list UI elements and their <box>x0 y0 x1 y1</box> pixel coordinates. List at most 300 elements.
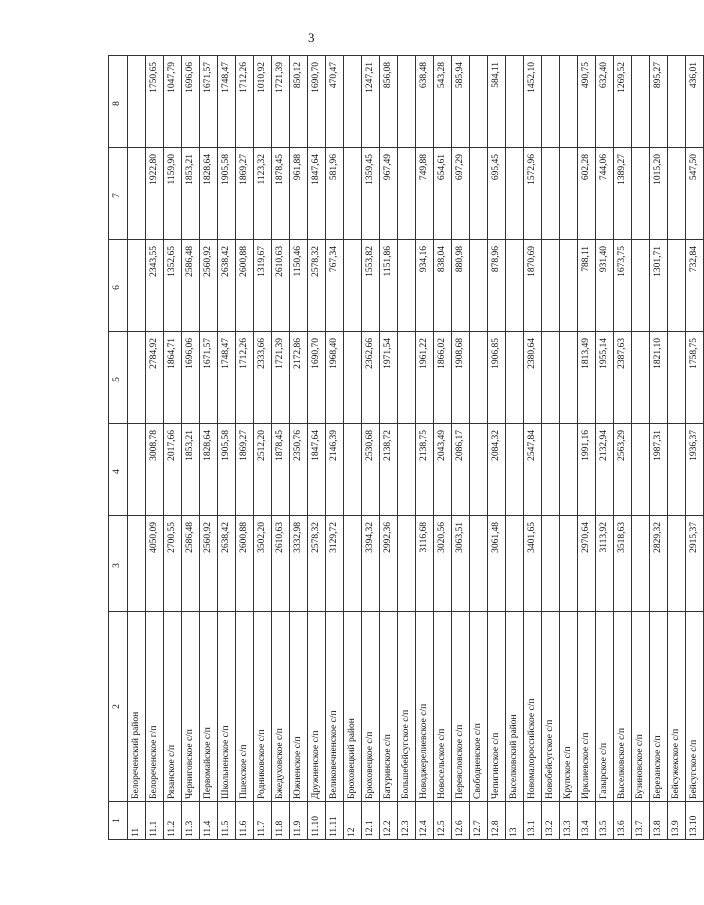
table-cell-col-6: 1301,71 <box>650 240 668 332</box>
table-cell-col-1: 13.8 <box>650 802 668 840</box>
table-cell-col-7: 967,49 <box>380 148 398 240</box>
table-row <box>236 56 254 840</box>
table-cell-col-5: 1968,40 <box>326 332 344 424</box>
table-cell-col-7: 1847,64 <box>308 148 326 240</box>
table-cell-col-8 <box>398 56 416 148</box>
table-cell-col-4: 2138,72 <box>380 424 398 516</box>
table-cell-col-2: Белореченский район <box>128 612 146 802</box>
table-cell-col-7: 1159,90 <box>164 148 182 240</box>
table-row <box>650 56 668 840</box>
table-cell-col-1: 13.4 <box>578 802 596 840</box>
table-cell-col-5 <box>398 332 416 424</box>
table-cell-col-2: 2 <box>109 612 128 802</box>
table-cell-col-1: 13.3 <box>560 802 578 840</box>
table-cell-col-3: 2829,32 <box>650 516 668 612</box>
table-cell-col-5: 1671,57 <box>200 332 218 424</box>
table-cell-col-2: Рязанское с/п <box>164 612 182 802</box>
table-cell-col-7: 7 <box>109 148 128 240</box>
table-cell-col-8: 1047,79 <box>164 56 182 148</box>
table-row <box>434 56 452 840</box>
table-cell-col-7: 602,28 <box>578 148 596 240</box>
table-cell-col-6: 880,98 <box>452 240 470 332</box>
table-row <box>200 56 218 840</box>
table-cell-col-2: Батуринское с/п <box>380 612 398 802</box>
table-cell-col-3: 2992,36 <box>380 516 398 612</box>
table-cell-col-7: 749,88 <box>416 148 434 240</box>
table-row <box>470 56 488 840</box>
table-cell-col-6: 2610,63 <box>272 240 290 332</box>
table-cell-col-1: 11.8 <box>272 802 290 840</box>
table-cell-col-5: 1955,14 <box>596 332 614 424</box>
table-row <box>614 56 632 840</box>
table-row <box>398 56 416 840</box>
table-cell-col-4: 2563,29 <box>614 424 632 516</box>
table-cell-col-4 <box>128 424 146 516</box>
table-cell-col-1: 11.7 <box>254 802 272 840</box>
table-cell-col-2: Бейсугское с/п <box>686 612 704 802</box>
table-cell-col-8: 1269,52 <box>614 56 632 148</box>
table-cell-col-6: 2578,32 <box>308 240 326 332</box>
table-cell-col-1: 11.3 <box>182 802 200 840</box>
table-cell-col-3: 3116,68 <box>416 516 434 612</box>
table-cell-col-5 <box>542 332 560 424</box>
table-row <box>416 56 434 840</box>
table-row <box>182 56 200 840</box>
table-cell-col-1: 12.3 <box>398 802 416 840</box>
table-cell-col-7 <box>470 148 488 240</box>
table-cell-col-1: 13.5 <box>596 802 614 840</box>
table-cell-col-3 <box>398 516 416 612</box>
table-cell-col-2: Свободненское с/п <box>470 612 488 802</box>
table-cell-col-8: 1671,57 <box>200 56 218 148</box>
table-cell-col-2: Дружненское с/п <box>308 612 326 802</box>
table-cell-col-6 <box>542 240 560 332</box>
table-cell-col-1: 11.4 <box>200 802 218 840</box>
table-cell-col-5: 1696,06 <box>182 332 200 424</box>
table-cell-col-7: 1389,27 <box>614 148 632 240</box>
table-cell-col-7 <box>398 148 416 240</box>
table-cell-col-3: 3502,20 <box>254 516 272 612</box>
table-cell-col-7 <box>506 148 524 240</box>
table-cell-col-4: 1936,37 <box>686 424 704 516</box>
table-row <box>596 56 614 840</box>
table-cell-col-4: 3008,78 <box>146 424 164 516</box>
table-row <box>686 56 704 840</box>
table-cell-col-4: 1905,58 <box>218 424 236 516</box>
table-cell-col-1: 13.1 <box>524 802 542 840</box>
table-cell-col-7: 1869,27 <box>236 148 254 240</box>
table-cell-col-7 <box>560 148 578 240</box>
table-cell-col-2: Школьненское с/п <box>218 612 236 802</box>
table-cell-col-6: 2586,48 <box>182 240 200 332</box>
table-cell-col-5 <box>632 332 650 424</box>
table-cell-col-1: 13.2 <box>542 802 560 840</box>
table-cell-col-3: 2915,37 <box>686 516 704 612</box>
table-cell-col-3 <box>632 516 650 612</box>
table-cell-col-5 <box>128 332 146 424</box>
table-section-row <box>128 56 146 840</box>
table-cell-col-3 <box>560 516 578 612</box>
table-cell-col-4 <box>560 424 578 516</box>
table-row <box>290 56 308 840</box>
table-cell-col-5: 1721,39 <box>272 332 290 424</box>
table-cell-col-8: 436,01 <box>686 56 704 148</box>
table-cell-col-1: 12.6 <box>452 802 470 840</box>
table-cell-col-5: 2333,66 <box>254 332 272 424</box>
table-cell-col-6: 767,34 <box>326 240 344 332</box>
table-row <box>218 56 236 840</box>
table-cell-col-5: 1821,10 <box>650 332 668 424</box>
table-cell-col-7: 697,29 <box>452 148 470 240</box>
table-cell-col-4 <box>632 424 650 516</box>
table-cell-col-1: 11 <box>128 802 146 840</box>
table-cell-col-4 <box>668 424 686 516</box>
table-cell-col-6 <box>344 240 362 332</box>
table-cell-col-2: Первомайское с/п <box>200 612 218 802</box>
table-cell-col-6: 931,40 <box>596 240 614 332</box>
table-cell-col-1: 12 <box>344 802 362 840</box>
table-cell-col-4 <box>398 424 416 516</box>
table-cell-col-4: 1853,21 <box>182 424 200 516</box>
table-cell-col-6 <box>398 240 416 332</box>
table-cell-col-4: 1828,64 <box>200 424 218 516</box>
table-cell-col-8: 632,40 <box>596 56 614 148</box>
table-cell-col-5: 1758,75 <box>686 332 704 424</box>
table-cell-col-4 <box>506 424 524 516</box>
table-cell-col-8: 1696,06 <box>182 56 200 148</box>
table-cell-col-7: 1922,80 <box>146 148 164 240</box>
table-cell-col-4: 2138,75 <box>416 424 434 516</box>
table-cell-col-2: Южненское с/п <box>290 612 308 802</box>
table-cell-col-5 <box>470 332 488 424</box>
table-cell-col-6: 1673,75 <box>614 240 632 332</box>
table-cell-col-1: 1 <box>109 802 128 840</box>
table-cell-col-3: 2970,64 <box>578 516 596 612</box>
table-cell-col-7: 581,96 <box>326 148 344 240</box>
table-row <box>326 56 344 840</box>
table-cell-col-2: Бжедуховское с/п <box>272 612 290 802</box>
table-cell-col-2: Выселковское с/п <box>614 612 632 802</box>
table-cell-col-3: 3020,56 <box>434 516 452 612</box>
table-row <box>488 56 506 840</box>
table-cell-col-6 <box>470 240 488 332</box>
table-cell-col-4: 4 <box>109 424 128 516</box>
table-cell-col-7 <box>668 148 686 240</box>
table-cell-col-6: 878,96 <box>488 240 506 332</box>
table-body <box>109 56 704 840</box>
table-cell-col-1: 11.2 <box>164 802 182 840</box>
table-cell-col-4: 2132,94 <box>596 424 614 516</box>
table-cell-col-2: Великовечненское с/п <box>326 612 344 802</box>
table-cell-col-3: 3 <box>109 516 128 612</box>
table-cell-col-4: 2086,17 <box>452 424 470 516</box>
table-cell-col-6: 838,04 <box>434 240 452 332</box>
table-cell-col-5: 2172,86 <box>290 332 308 424</box>
table-cell-col-2: Черниговское с/п <box>182 612 200 802</box>
table-cell-col-4: 2146,39 <box>326 424 344 516</box>
table-cell-col-1: 13.6 <box>614 802 632 840</box>
table-cell-col-8: 1010,92 <box>254 56 272 148</box>
table-cell-col-8 <box>560 56 578 148</box>
table-cell-col-5: 2387,63 <box>614 332 632 424</box>
table-cell-col-4: 1878,45 <box>272 424 290 516</box>
table-cell-col-2: Брюховецкое с/п <box>362 612 380 802</box>
table-cell-col-1: 11.11 <box>326 802 344 840</box>
table-cell-col-1: 11.1 <box>146 802 164 840</box>
table-cell-col-6 <box>560 240 578 332</box>
table-cell-col-8 <box>542 56 560 148</box>
table-cell-col-3 <box>668 516 686 612</box>
table-cell-col-2: Родниковское с/п <box>254 612 272 802</box>
table-cell-col-5: 2362,66 <box>362 332 380 424</box>
table-cell-col-6: 2638,42 <box>218 240 236 332</box>
table-cell-col-8 <box>470 56 488 148</box>
table-cell-col-3: 2700,55 <box>164 516 182 612</box>
table-cell-col-3: 2600,88 <box>236 516 254 612</box>
table-cell-col-8: 895,27 <box>650 56 668 148</box>
table-cell-col-3: 3129,72 <box>326 516 344 612</box>
table-cell-col-6: 788,11 <box>578 240 596 332</box>
table-cell-col-8: 1690,70 <box>308 56 326 148</box>
table-cell-col-2: Березанское с/п <box>650 612 668 802</box>
table-cell-col-5: 1864,71 <box>164 332 182 424</box>
table-cell-col-6: 6 <box>109 240 128 332</box>
table-cell-col-4 <box>542 424 560 516</box>
table-cell-col-3: 3113,92 <box>596 516 614 612</box>
table-cell-col-7 <box>344 148 362 240</box>
table-cell-col-5: 2380,64 <box>524 332 542 424</box>
table-cell-col-2: Крупское с/п <box>560 612 578 802</box>
table-cell-col-8: 1247,21 <box>362 56 380 148</box>
table-cell-col-6: 1553,82 <box>362 240 380 332</box>
table-cell-col-2: Большебейсугское с/п <box>398 612 416 802</box>
table-cell-col-4: 2017,66 <box>164 424 182 516</box>
table-cell-col-8: 8 <box>109 56 128 148</box>
table-cell-col-4: 2043,49 <box>434 424 452 516</box>
table-section-row <box>506 56 524 840</box>
table-row <box>632 56 650 840</box>
table-row <box>272 56 290 840</box>
table-row <box>542 56 560 840</box>
table-cell-col-2: Новосельское с/п <box>434 612 452 802</box>
table-cell-col-8: 1721,39 <box>272 56 290 148</box>
table-cell-col-2: Новомалороссийское с/п <box>524 612 542 802</box>
table-cell-col-4: 1987,31 <box>650 424 668 516</box>
table-cell-col-1: 12.4 <box>416 802 434 840</box>
table-cell-col-3: 2586,48 <box>182 516 200 612</box>
table-cell-col-6 <box>632 240 650 332</box>
table-row <box>524 56 542 840</box>
table-cell-col-3: 3401,65 <box>524 516 542 612</box>
table-cell-col-8: 470,47 <box>326 56 344 148</box>
table-cell-col-4: 2350,76 <box>290 424 308 516</box>
table-cell-col-8: 584,11 <box>488 56 506 148</box>
table-cell-col-1: 12.8 <box>488 802 506 840</box>
table-cell-col-2: Брюховецкий район <box>344 612 362 802</box>
table-cell-col-7 <box>632 148 650 240</box>
table-cell-col-4: 2512,20 <box>254 424 272 516</box>
table-cell-col-3 <box>542 516 560 612</box>
table-row <box>668 56 686 840</box>
table-cell-col-3: 3061,48 <box>488 516 506 612</box>
table-cell-col-3: 4050,09 <box>146 516 164 612</box>
table-cell-col-5: 1866,02 <box>434 332 452 424</box>
table-row <box>164 56 182 840</box>
table-cell-col-1: 13.7 <box>632 802 650 840</box>
table-cell-col-8 <box>506 56 524 148</box>
table-cell-col-8: 1452,10 <box>524 56 542 148</box>
table-cell-col-1: 11.9 <box>290 802 308 840</box>
table-row <box>560 56 578 840</box>
table-cell-col-4: 2547,84 <box>524 424 542 516</box>
table-cell-col-8 <box>668 56 686 148</box>
table-cell-col-5: 1690,70 <box>308 332 326 424</box>
table-cell-col-1: 11.6 <box>236 802 254 840</box>
table-cell-col-5: 1971,54 <box>380 332 398 424</box>
table-cell-col-2: Пшехское с/п <box>236 612 254 802</box>
table-cell-col-6: 2600,88 <box>236 240 254 332</box>
table-cell-col-4 <box>470 424 488 516</box>
table-cell-col-2: Ирклиевское с/п <box>578 612 596 802</box>
table-cell-col-7: 1123,32 <box>254 148 272 240</box>
table-cell-col-8: 490,75 <box>578 56 596 148</box>
table-header-row <box>109 56 128 840</box>
table-cell-col-2: Выселковский район <box>506 612 524 802</box>
table-cell-col-1: 12.2 <box>380 802 398 840</box>
table-cell-col-6: 1319,67 <box>254 240 272 332</box>
table-cell-col-1: 11.5 <box>218 802 236 840</box>
table-cell-col-6: 1151,86 <box>380 240 398 332</box>
table-cell-col-1: 12.5 <box>434 802 452 840</box>
table-cell-col-2: Белореченское г/п <box>146 612 164 802</box>
rotated-table-frame <box>108 56 699 840</box>
table-cell-col-5 <box>506 332 524 424</box>
table-cell-col-5: 5 <box>109 332 128 424</box>
table-cell-col-4: 1869,27 <box>236 424 254 516</box>
table-cell-col-1: 11.10 <box>308 802 326 840</box>
table-cell-col-4: 2530,68 <box>362 424 380 516</box>
table-cell-col-3: 3332,98 <box>290 516 308 612</box>
table-cell-col-2: Бузиновское с/п <box>632 612 650 802</box>
table-cell-col-8: 585,94 <box>452 56 470 148</box>
table-cell-col-3: 3394,32 <box>362 516 380 612</box>
table-cell-col-5: 1748,47 <box>218 332 236 424</box>
table-cell-col-7: 1572,96 <box>524 148 542 240</box>
table-cell-col-5: 1961,22 <box>416 332 434 424</box>
table-cell-col-1: 13.10 <box>686 802 704 840</box>
table-cell-col-8: 856,08 <box>380 56 398 148</box>
table-cell-col-7 <box>542 148 560 240</box>
table-cell-col-2: Новоджерелиевское с/п <box>416 612 434 802</box>
table-cell-col-7: 1878,45 <box>272 148 290 240</box>
table-cell-col-5: 1906,85 <box>488 332 506 424</box>
table-cell-col-7: 654,61 <box>434 148 452 240</box>
table-cell-col-3 <box>344 516 362 612</box>
table-cell-col-7: 1905,58 <box>218 148 236 240</box>
table-cell-col-6 <box>128 240 146 332</box>
table-cell-col-1: 12.1 <box>362 802 380 840</box>
table-cell-col-8: 850,12 <box>290 56 308 148</box>
table-cell-col-7: 961,88 <box>290 148 308 240</box>
table-cell-col-6: 2560,92 <box>200 240 218 332</box>
table-row <box>452 56 470 840</box>
table-cell-col-7: 1359,45 <box>362 148 380 240</box>
table-cell-col-6 <box>506 240 524 332</box>
table-cell-col-8 <box>632 56 650 148</box>
table-cell-col-5 <box>344 332 362 424</box>
page-number: 3 <box>308 30 315 45</box>
table-cell-col-7: 695,45 <box>488 148 506 240</box>
table-cell-col-8: 638,48 <box>416 56 434 148</box>
table-cell-col-6: 934,16 <box>416 240 434 332</box>
table-cell-col-2: Газырское с/п <box>596 612 614 802</box>
table-cell-col-5 <box>668 332 686 424</box>
table-cell-col-5: 2784,92 <box>146 332 164 424</box>
table-cell-col-1: 13 <box>506 802 524 840</box>
table-cell-col-2: Чепигинское с/п <box>488 612 506 802</box>
table-cell-col-3 <box>470 516 488 612</box>
table-cell-col-3: 3518,63 <box>614 516 632 612</box>
table-cell-col-8: 1750,65 <box>146 56 164 148</box>
table-cell-col-3: 2560,92 <box>200 516 218 612</box>
table-section-row <box>344 56 362 840</box>
table-row <box>362 56 380 840</box>
tariff-table <box>108 55 704 840</box>
table-cell-col-8 <box>128 56 146 148</box>
table-cell-col-5: 1712,26 <box>236 332 254 424</box>
table-row <box>254 56 272 840</box>
table-cell-col-8 <box>344 56 362 148</box>
table-cell-col-6: 1352,65 <box>164 240 182 332</box>
table-cell-col-6: 732,84 <box>686 240 704 332</box>
table-row <box>578 56 596 840</box>
table-cell-col-4: 2084,32 <box>488 424 506 516</box>
table-cell-col-4: 1847,64 <box>308 424 326 516</box>
table-cell-col-8: 1712,26 <box>236 56 254 148</box>
table-cell-col-7: 744,06 <box>596 148 614 240</box>
table-cell-col-6: 2343,55 <box>146 240 164 332</box>
table-cell-col-3: 2638,42 <box>218 516 236 612</box>
table-cell-col-3: 2610,63 <box>272 516 290 612</box>
table-cell-col-1: 13.9 <box>668 802 686 840</box>
table-row <box>308 56 326 840</box>
table-cell-col-3 <box>506 516 524 612</box>
table-row <box>380 56 398 840</box>
table-cell-col-2: Бейсужекское с/п <box>668 612 686 802</box>
table-cell-col-2: Новобейсугское с/п <box>542 612 560 802</box>
table-cell-col-3: 2578,32 <box>308 516 326 612</box>
table-row <box>146 56 164 840</box>
table-cell-col-1: 12.7 <box>470 802 488 840</box>
table-cell-col-4 <box>344 424 362 516</box>
table-cell-col-7: 1015,20 <box>650 148 668 240</box>
table-cell-col-5 <box>560 332 578 424</box>
table-cell-col-3 <box>128 516 146 612</box>
table-cell-col-7: 1853,21 <box>182 148 200 240</box>
table-cell-col-6: 1870,69 <box>524 240 542 332</box>
table-cell-col-5: 1813,49 <box>578 332 596 424</box>
table-cell-col-8: 1748,47 <box>218 56 236 148</box>
table-cell-col-7: 1828,64 <box>200 148 218 240</box>
table-cell-col-7: 547,50 <box>686 148 704 240</box>
table-cell-col-4: 1991,16 <box>578 424 596 516</box>
table-cell-col-7 <box>128 148 146 240</box>
table-cell-col-5: 1908,68 <box>452 332 470 424</box>
table-cell-col-3: 3063,51 <box>452 516 470 612</box>
table-cell-col-2: Переясловское с/п <box>452 612 470 802</box>
table-cell-col-6: 1150,46 <box>290 240 308 332</box>
table-cell-col-6 <box>668 240 686 332</box>
